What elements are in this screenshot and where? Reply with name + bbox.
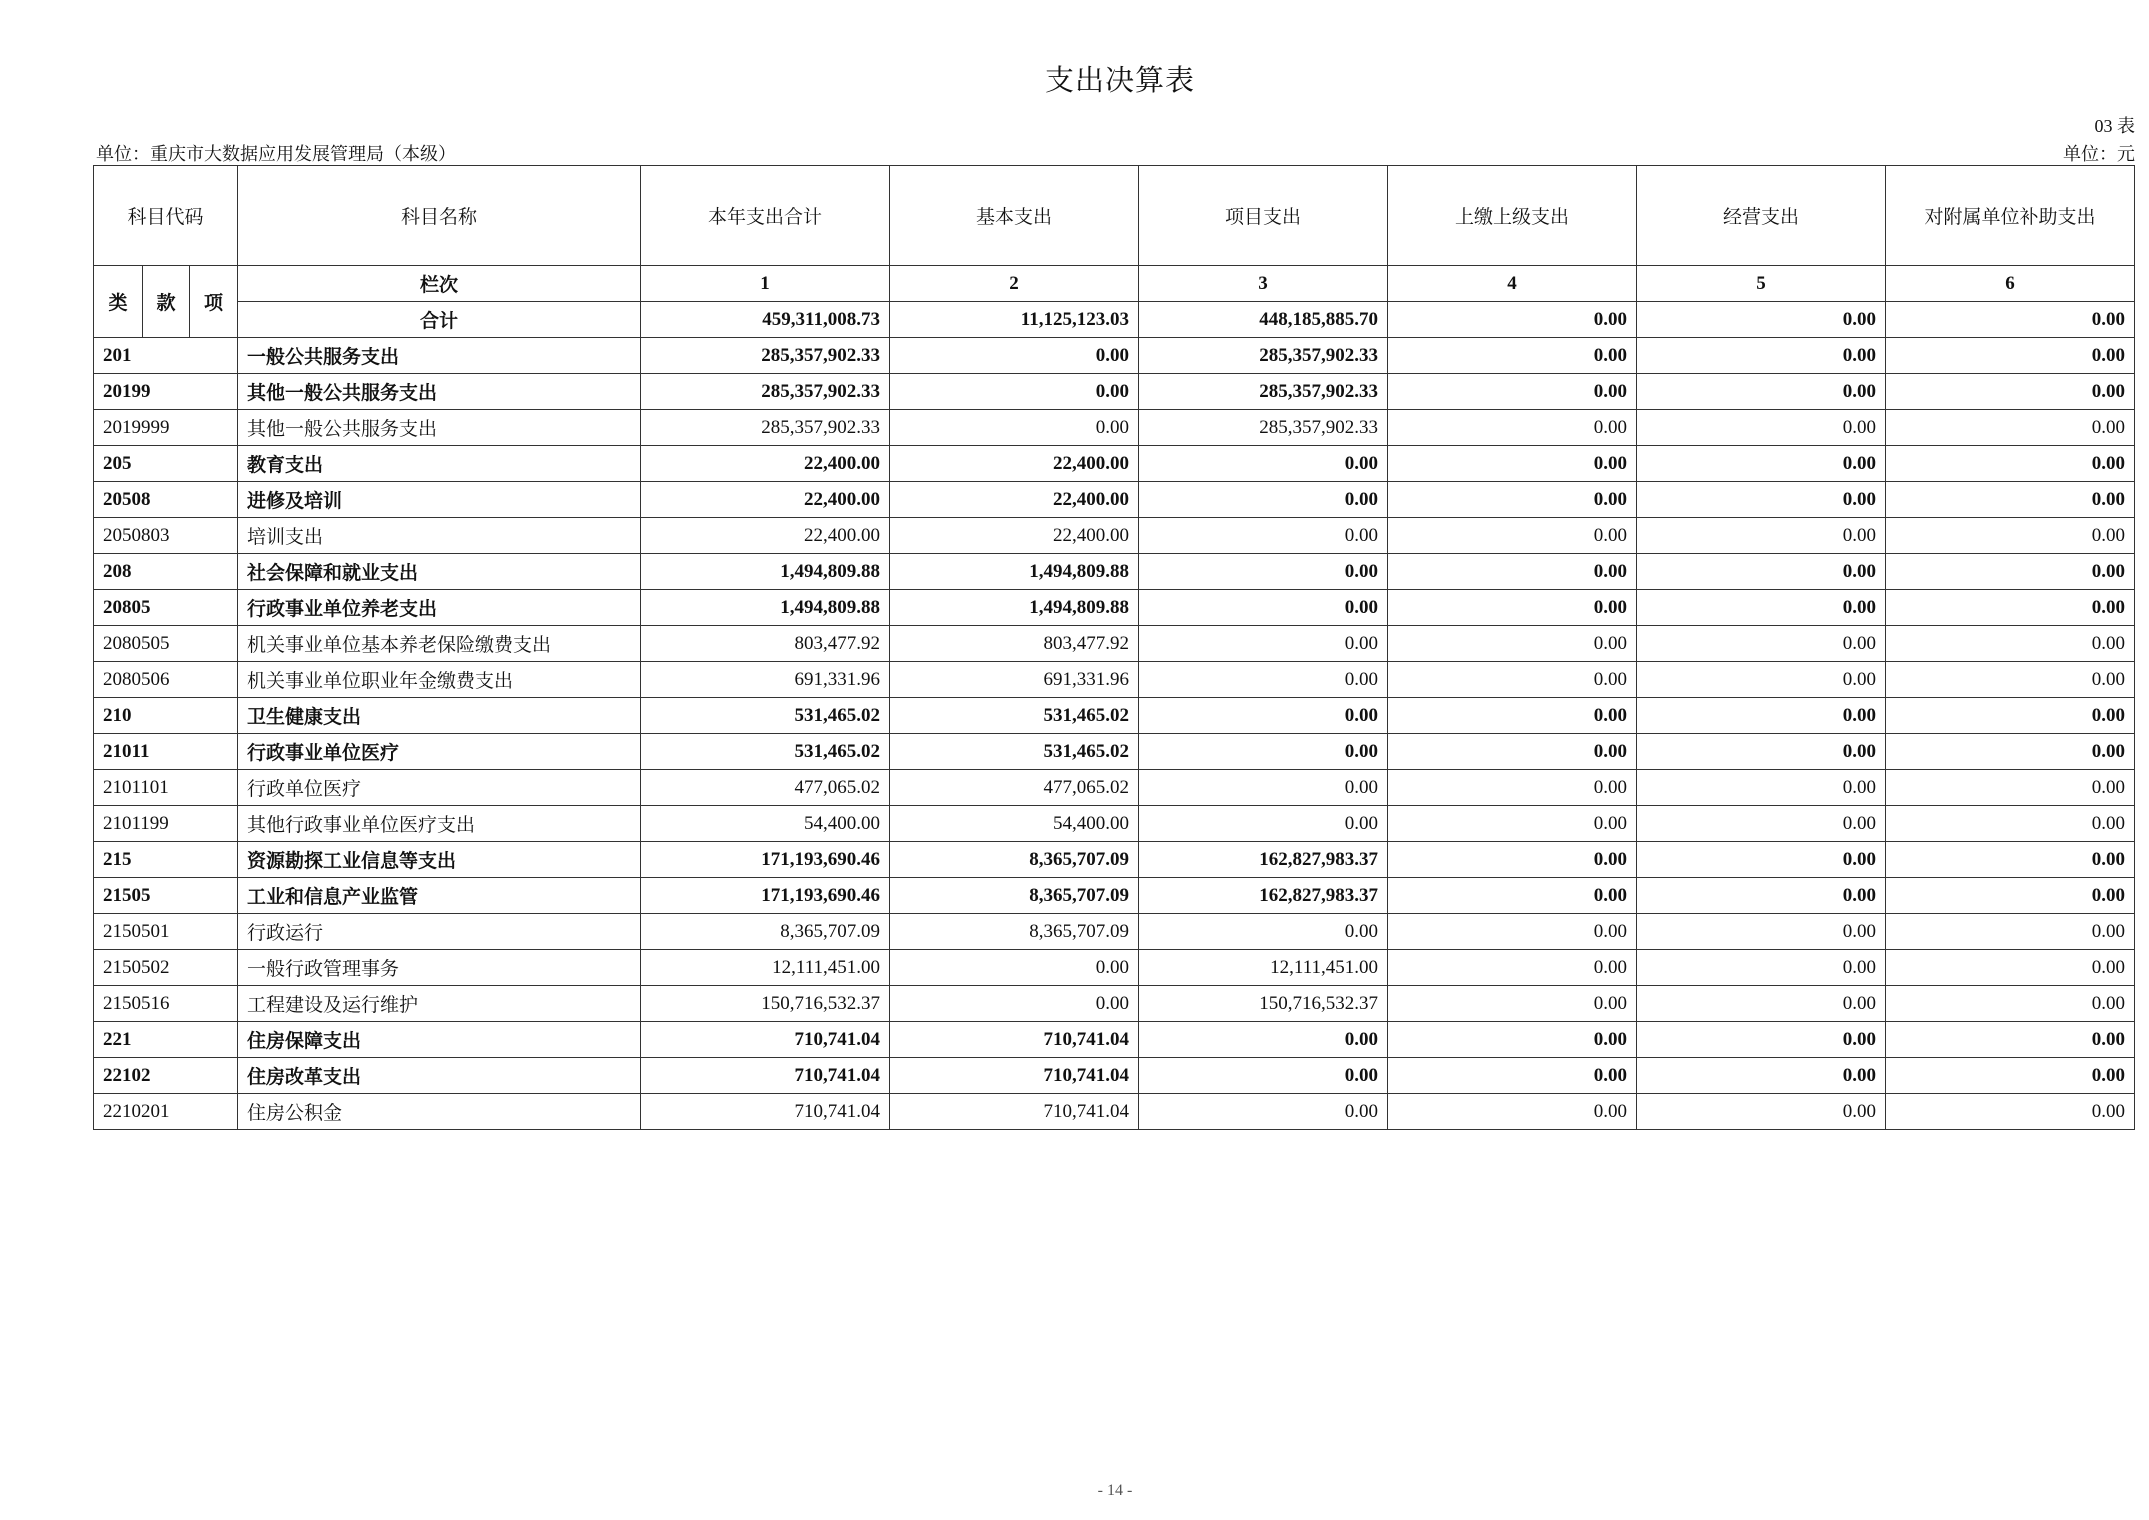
amount-cell: 0.00 [1139, 734, 1388, 770]
amount-cell: 285,357,902.33 [641, 410, 890, 446]
subject-code: 2050803 [94, 518, 238, 554]
header-operating: 经营支出 [1637, 166, 1886, 266]
amount-cell: 0.00 [890, 950, 1139, 986]
subject-code: 205 [94, 446, 238, 482]
amount-cell: 54,400.00 [641, 806, 890, 842]
amount-cell: 0.00 [1388, 410, 1637, 446]
expenditure-table [93, 165, 2135, 1130]
amount-cell: 531,465.02 [641, 698, 890, 734]
amount-cell: 0.00 [1139, 1094, 1388, 1130]
total-value: 459,311,008.73 [641, 302, 890, 338]
amount-cell: 0.00 [1886, 410, 2135, 446]
subject-code: 221 [94, 1022, 238, 1058]
table-row [94, 986, 2135, 1022]
subject-code: 2210201 [94, 1094, 238, 1130]
total-label: 合计 [238, 302, 641, 338]
subject-name: 资源勘探工业信息等支出 [238, 842, 641, 878]
header-total: 本年支出合计 [641, 166, 890, 266]
amount-cell: 54,400.00 [890, 806, 1139, 842]
amount-cell: 285,357,902.33 [1139, 338, 1388, 374]
amount-cell: 22,400.00 [641, 482, 890, 518]
header-kuan: 款 [143, 266, 190, 338]
amount-cell: 8,365,707.09 [890, 842, 1139, 878]
table-row [94, 446, 2135, 482]
amount-cell: 22,400.00 [641, 446, 890, 482]
amount-cell: 477,065.02 [641, 770, 890, 806]
column-number: 1 [641, 266, 890, 302]
amount-cell: 710,741.04 [641, 1022, 890, 1058]
subject-code: 2150501 [94, 914, 238, 950]
total-value: 0.00 [1637, 302, 1886, 338]
amount-cell: 0.00 [1388, 842, 1637, 878]
subject-code: 215 [94, 842, 238, 878]
total-row [94, 302, 2135, 338]
table-number: 03 表 [2094, 116, 2135, 136]
header-upper: 上缴上级支出 [1388, 166, 1637, 266]
table-row [94, 338, 2135, 374]
amount-cell: 0.00 [1388, 914, 1637, 950]
amount-cell: 0.00 [890, 986, 1139, 1022]
amount-cell: 0.00 [1139, 518, 1388, 554]
subject-code: 210 [94, 698, 238, 734]
subject-code: 2080505 [94, 626, 238, 662]
amount-cell: 0.00 [1886, 1022, 2135, 1058]
subject-name: 卫生健康支出 [238, 698, 641, 734]
amount-cell: 171,193,690.46 [641, 878, 890, 914]
subject-code: 20199 [94, 374, 238, 410]
subject-code: 2150502 [94, 950, 238, 986]
amount-cell: 0.00 [1886, 446, 2135, 482]
amount-cell: 0.00 [890, 410, 1139, 446]
subject-name: 行政单位医疗 [238, 770, 641, 806]
column-number: 3 [1139, 266, 1388, 302]
amount-cell: 0.00 [1139, 662, 1388, 698]
amount-cell: 0.00 [1886, 770, 2135, 806]
header-project: 项目支出 [1139, 166, 1388, 266]
table-row [94, 482, 2135, 518]
header-row [94, 166, 2135, 266]
amount-cell: 0.00 [1886, 842, 2135, 878]
amount-cell: 12,111,451.00 [641, 950, 890, 986]
amount-cell: 0.00 [1637, 374, 1886, 410]
table-row [94, 590, 2135, 626]
unit-organization: 单位：重庆市大数据应用发展管理局（本级） [96, 144, 456, 165]
amount-cell: 710,741.04 [890, 1058, 1139, 1094]
amount-cell: 22,400.00 [641, 518, 890, 554]
subject-name: 教育支出 [238, 446, 641, 482]
amount-cell: 710,741.04 [641, 1058, 890, 1094]
amount-cell: 0.00 [1139, 1058, 1388, 1094]
amount-cell: 0.00 [1139, 446, 1388, 482]
subject-code: 21011 [94, 734, 238, 770]
total-value: 0.00 [1388, 302, 1637, 338]
amount-cell: 0.00 [1139, 590, 1388, 626]
amount-cell: 0.00 [1637, 698, 1886, 734]
table-row [94, 374, 2135, 410]
amount-cell: 0.00 [1886, 662, 2135, 698]
amount-cell: 0.00 [1637, 734, 1886, 770]
amount-cell: 0.00 [1637, 842, 1886, 878]
amount-cell: 0.00 [1637, 986, 1886, 1022]
amount-cell: 0.00 [1637, 1058, 1886, 1094]
amount-cell: 285,357,902.33 [1139, 374, 1388, 410]
amount-cell: 0.00 [1139, 482, 1388, 518]
subject-code: 2101199 [94, 806, 238, 842]
page-number: - 14 - [1097, 1482, 1133, 1499]
amount-cell: 803,477.92 [890, 626, 1139, 662]
subject-name: 其他一般公共服务支出 [238, 410, 641, 446]
table-row [94, 518, 2135, 554]
amount-cell: 0.00 [1388, 482, 1637, 518]
amount-cell: 285,357,902.33 [641, 338, 890, 374]
amount-cell: 0.00 [1139, 554, 1388, 590]
subject-name: 一般公共服务支出 [238, 338, 641, 374]
table-row [94, 842, 2135, 878]
subject-name: 其他行政事业单位医疗支出 [238, 806, 641, 842]
subject-name: 住房保障支出 [238, 1022, 641, 1058]
subject-name: 机关事业单位职业年金缴费支出 [238, 662, 641, 698]
total-value: 0.00 [1886, 302, 2135, 338]
amount-cell: 0.00 [890, 374, 1139, 410]
amount-cell: 691,331.96 [890, 662, 1139, 698]
subject-code: 201 [94, 338, 238, 374]
table-row [94, 554, 2135, 590]
amount-cell: 0.00 [1388, 806, 1637, 842]
table-row [94, 914, 2135, 950]
amount-cell: 0.00 [1388, 734, 1637, 770]
amount-cell: 531,465.02 [890, 734, 1139, 770]
amount-cell: 8,365,707.09 [641, 914, 890, 950]
subject-code: 2019999 [94, 410, 238, 446]
subject-name: 进修及培训 [238, 482, 641, 518]
amount-cell: 0.00 [1886, 914, 2135, 950]
column-number-row [94, 266, 2135, 302]
amount-cell: 0.00 [1886, 338, 2135, 374]
amount-cell: 0.00 [1637, 518, 1886, 554]
subject-code: 2080506 [94, 662, 238, 698]
amount-cell: 0.00 [1886, 1058, 2135, 1094]
subject-code: 2101101 [94, 770, 238, 806]
amount-cell: 0.00 [1388, 554, 1637, 590]
header-lanci: 栏次 [238, 266, 641, 302]
header-subsidy: 对附属单位补助支出 [1886, 166, 2135, 266]
amount-cell: 1,494,809.88 [890, 590, 1139, 626]
subject-code: 208 [94, 554, 238, 590]
amount-cell: 285,357,902.33 [641, 374, 890, 410]
column-number: 6 [1886, 266, 2135, 302]
amount-cell: 691,331.96 [641, 662, 890, 698]
amount-cell: 0.00 [1388, 590, 1637, 626]
subject-name: 工业和信息产业监管 [238, 878, 641, 914]
amount-cell: 0.00 [1886, 518, 2135, 554]
amount-cell: 803,477.92 [641, 626, 890, 662]
amount-cell: 0.00 [1139, 914, 1388, 950]
amount-cell: 0.00 [1388, 1094, 1637, 1130]
table-row [94, 662, 2135, 698]
table-row [94, 1094, 2135, 1130]
amount-cell: 0.00 [1139, 770, 1388, 806]
subject-name: 住房公积金 [238, 1094, 641, 1130]
amount-cell: 150,716,532.37 [641, 986, 890, 1022]
amount-cell: 0.00 [1637, 950, 1886, 986]
header-basic: 基本支出 [890, 166, 1139, 266]
amount-cell: 0.00 [1388, 518, 1637, 554]
amount-cell: 0.00 [1637, 482, 1886, 518]
header-xiang: 项 [190, 266, 238, 338]
subject-name: 培训支出 [238, 518, 641, 554]
table-row [94, 1022, 2135, 1058]
subject-name: 住房改革支出 [238, 1058, 641, 1094]
amount-cell: 0.00 [1886, 554, 2135, 590]
amount-cell: 0.00 [1886, 698, 2135, 734]
amount-cell: 0.00 [1388, 626, 1637, 662]
amount-cell: 0.00 [1637, 410, 1886, 446]
unit-currency: 单位：元 [2063, 144, 2135, 165]
amount-cell: 162,827,983.37 [1139, 878, 1388, 914]
amount-cell: 0.00 [1886, 878, 2135, 914]
amount-cell: 0.00 [1637, 1094, 1886, 1130]
amount-cell: 710,741.04 [641, 1094, 890, 1130]
amount-cell: 8,365,707.09 [890, 878, 1139, 914]
amount-cell: 0.00 [1388, 374, 1637, 410]
amount-cell: 22,400.00 [890, 446, 1139, 482]
amount-cell: 0.00 [1886, 734, 2135, 770]
amount-cell: 710,741.04 [890, 1094, 1139, 1130]
amount-cell: 162,827,983.37 [1139, 842, 1388, 878]
header-code: 科目代码 [94, 166, 238, 266]
amount-cell: 0.00 [1637, 1022, 1886, 1058]
amount-cell: 0.00 [1139, 806, 1388, 842]
amount-cell: 0.00 [1139, 626, 1388, 662]
subject-name: 其他一般公共服务支出 [238, 374, 641, 410]
total-value: 448,185,885.70 [1139, 302, 1388, 338]
subject-code: 20508 [94, 482, 238, 518]
amount-cell: 0.00 [1388, 338, 1637, 374]
amount-cell: 0.00 [1388, 1058, 1637, 1094]
amount-cell: 0.00 [1637, 554, 1886, 590]
amount-cell: 0.00 [1388, 986, 1637, 1022]
amount-cell: 531,465.02 [890, 698, 1139, 734]
amount-cell: 1,494,809.88 [890, 554, 1139, 590]
column-number: 2 [890, 266, 1139, 302]
amount-cell: 0.00 [1886, 374, 2135, 410]
subject-code: 2150516 [94, 986, 238, 1022]
amount-cell: 0.00 [1637, 914, 1886, 950]
amount-cell: 0.00 [1886, 986, 2135, 1022]
amount-cell: 8,365,707.09 [890, 914, 1139, 950]
subject-name: 行政事业单位医疗 [238, 734, 641, 770]
amount-cell: 0.00 [1637, 770, 1886, 806]
amount-cell: 1,494,809.88 [641, 590, 890, 626]
amount-cell: 0.00 [1139, 698, 1388, 734]
amount-cell: 0.00 [1637, 662, 1886, 698]
header-lei: 类 [94, 266, 143, 338]
amount-cell: 0.00 [1637, 590, 1886, 626]
subject-code: 22102 [94, 1058, 238, 1094]
amount-cell: 531,465.02 [641, 734, 890, 770]
table-row [94, 626, 2135, 662]
amount-cell: 0.00 [1637, 806, 1886, 842]
amount-cell: 0.00 [1388, 770, 1637, 806]
subject-name: 行政运行 [238, 914, 641, 950]
amount-cell: 0.00 [1637, 878, 1886, 914]
total-value: 11,125,123.03 [890, 302, 1139, 338]
amount-cell: 150,716,532.37 [1139, 986, 1388, 1022]
amount-cell: 0.00 [890, 338, 1139, 374]
amount-cell: 0.00 [1886, 806, 2135, 842]
amount-cell: 0.00 [1388, 446, 1637, 482]
header-name: 科目名称 [238, 166, 641, 266]
amount-cell: 1,494,809.88 [641, 554, 890, 590]
subject-name: 机关事业单位基本养老保险缴费支出 [238, 626, 641, 662]
amount-cell: 0.00 [1139, 1022, 1388, 1058]
table-row [94, 806, 2135, 842]
table-row [94, 878, 2135, 914]
amount-cell: 0.00 [1388, 950, 1637, 986]
amount-cell: 0.00 [1637, 338, 1886, 374]
amount-cell: 0.00 [1637, 626, 1886, 662]
amount-cell: 710,741.04 [890, 1022, 1139, 1058]
table-row [94, 698, 2135, 734]
amount-cell: 0.00 [1886, 626, 2135, 662]
table-row [94, 1058, 2135, 1094]
table-row [94, 950, 2135, 986]
amount-cell: 0.00 [1388, 878, 1637, 914]
amount-cell: 22,400.00 [890, 518, 1139, 554]
table-row [94, 770, 2135, 806]
subject-code: 20805 [94, 590, 238, 626]
subject-name: 一般行政管理事务 [238, 950, 641, 986]
amount-cell: 477,065.02 [890, 770, 1139, 806]
subject-name: 行政事业单位养老支出 [238, 590, 641, 626]
subject-name: 工程建设及运行维护 [238, 986, 641, 1022]
amount-cell: 0.00 [1886, 1094, 2135, 1130]
subject-code: 21505 [94, 878, 238, 914]
amount-cell: 285,357,902.33 [1139, 410, 1388, 446]
column-number: 4 [1388, 266, 1637, 302]
amount-cell: 0.00 [1388, 662, 1637, 698]
amount-cell: 0.00 [1886, 950, 2135, 986]
page-title: 支出决算表 [1044, 63, 1195, 97]
table-row [94, 734, 2135, 770]
column-number: 5 [1637, 266, 1886, 302]
amount-cell: 171,193,690.46 [641, 842, 890, 878]
amount-cell: 0.00 [1388, 1022, 1637, 1058]
amount-cell: 0.00 [1388, 698, 1637, 734]
amount-cell: 0.00 [1637, 446, 1886, 482]
amount-cell: 0.00 [1886, 482, 2135, 518]
table-row [94, 410, 2135, 446]
amount-cell: 22,400.00 [890, 482, 1139, 518]
amount-cell: 0.00 [1886, 590, 2135, 626]
amount-cell: 12,111,451.00 [1139, 950, 1388, 986]
subject-name: 社会保障和就业支出 [238, 554, 641, 590]
